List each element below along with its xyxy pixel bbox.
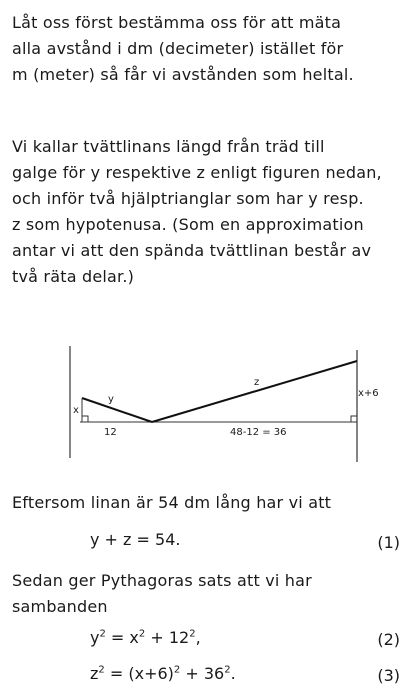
intro-paragraph xyxy=(12,10,354,88)
eq2-exp2: 2 xyxy=(138,628,146,640)
eq3-exp1: 2 xyxy=(98,664,105,676)
text-line: Vi kallar tvättlinans längd från träd till xyxy=(12,137,325,156)
eq3-tail: + 36 xyxy=(180,664,225,683)
text-line: m (meter) så får vi avstånden som heltal. xyxy=(12,65,354,84)
text-line: alla avstånd i dm (decimeter) istället för xyxy=(12,39,344,58)
definition-paragraph xyxy=(12,134,382,290)
right-angle-mark-right xyxy=(351,416,357,422)
eq2-exp1: 2 xyxy=(99,628,106,640)
eq3-rest: = (x+6) xyxy=(104,664,174,683)
eq3-exp3: 2 xyxy=(224,664,231,676)
label-x: x xyxy=(73,405,79,416)
text-line: antar vi att den spända tvättlinan består av xyxy=(12,241,372,260)
right-angle-mark-left xyxy=(82,416,88,422)
length-paragraph xyxy=(12,490,331,516)
eq3-end: . xyxy=(230,664,236,683)
eq2-y: y xyxy=(90,628,100,647)
eq2-tail: + 12 xyxy=(145,628,190,647)
text-line: och inför två hjälptrianglar som har y resp. xyxy=(12,189,364,208)
text-line: galge för y respektive z enligt figuren nedan, xyxy=(12,163,382,182)
text-line: z som hypotenusa. (Som en approximation xyxy=(12,215,364,234)
text-line: Sedan ger Pythagoras sats att vi har xyxy=(12,571,312,590)
equation-3 xyxy=(90,664,236,683)
equation-1-number: (1) xyxy=(377,533,400,552)
text-line: Låt oss först bestämma oss för att mäta xyxy=(12,13,342,32)
equation-3-number: (3) xyxy=(377,666,400,685)
eq2-end: , xyxy=(195,628,201,647)
text-line: sambanden xyxy=(12,597,108,616)
label-12: 12 xyxy=(104,427,117,438)
equation-1: y + z = 54. xyxy=(90,530,181,549)
text-line: Eftersom linan är 54 dm lång har vi att xyxy=(12,493,332,512)
pythagoras-paragraph xyxy=(12,568,312,620)
clothesline-figure xyxy=(60,342,400,474)
segment-z xyxy=(152,361,357,422)
eq2-rest: = x xyxy=(105,628,139,647)
label-36: 48-12 = 36 xyxy=(230,427,287,438)
label-z: z xyxy=(254,377,260,388)
equation-2-number: (2) xyxy=(377,630,400,649)
equation-2 xyxy=(90,628,201,647)
eq3-exp2: 2 xyxy=(173,664,181,676)
label-y: y xyxy=(108,394,114,405)
text-line: två räta delar.) xyxy=(12,267,135,286)
eq2-exp3: 2 xyxy=(189,628,196,640)
segment-y xyxy=(82,398,152,422)
label-x-plus-6: x+6 xyxy=(358,388,379,399)
eq3-z: z xyxy=(90,664,99,683)
